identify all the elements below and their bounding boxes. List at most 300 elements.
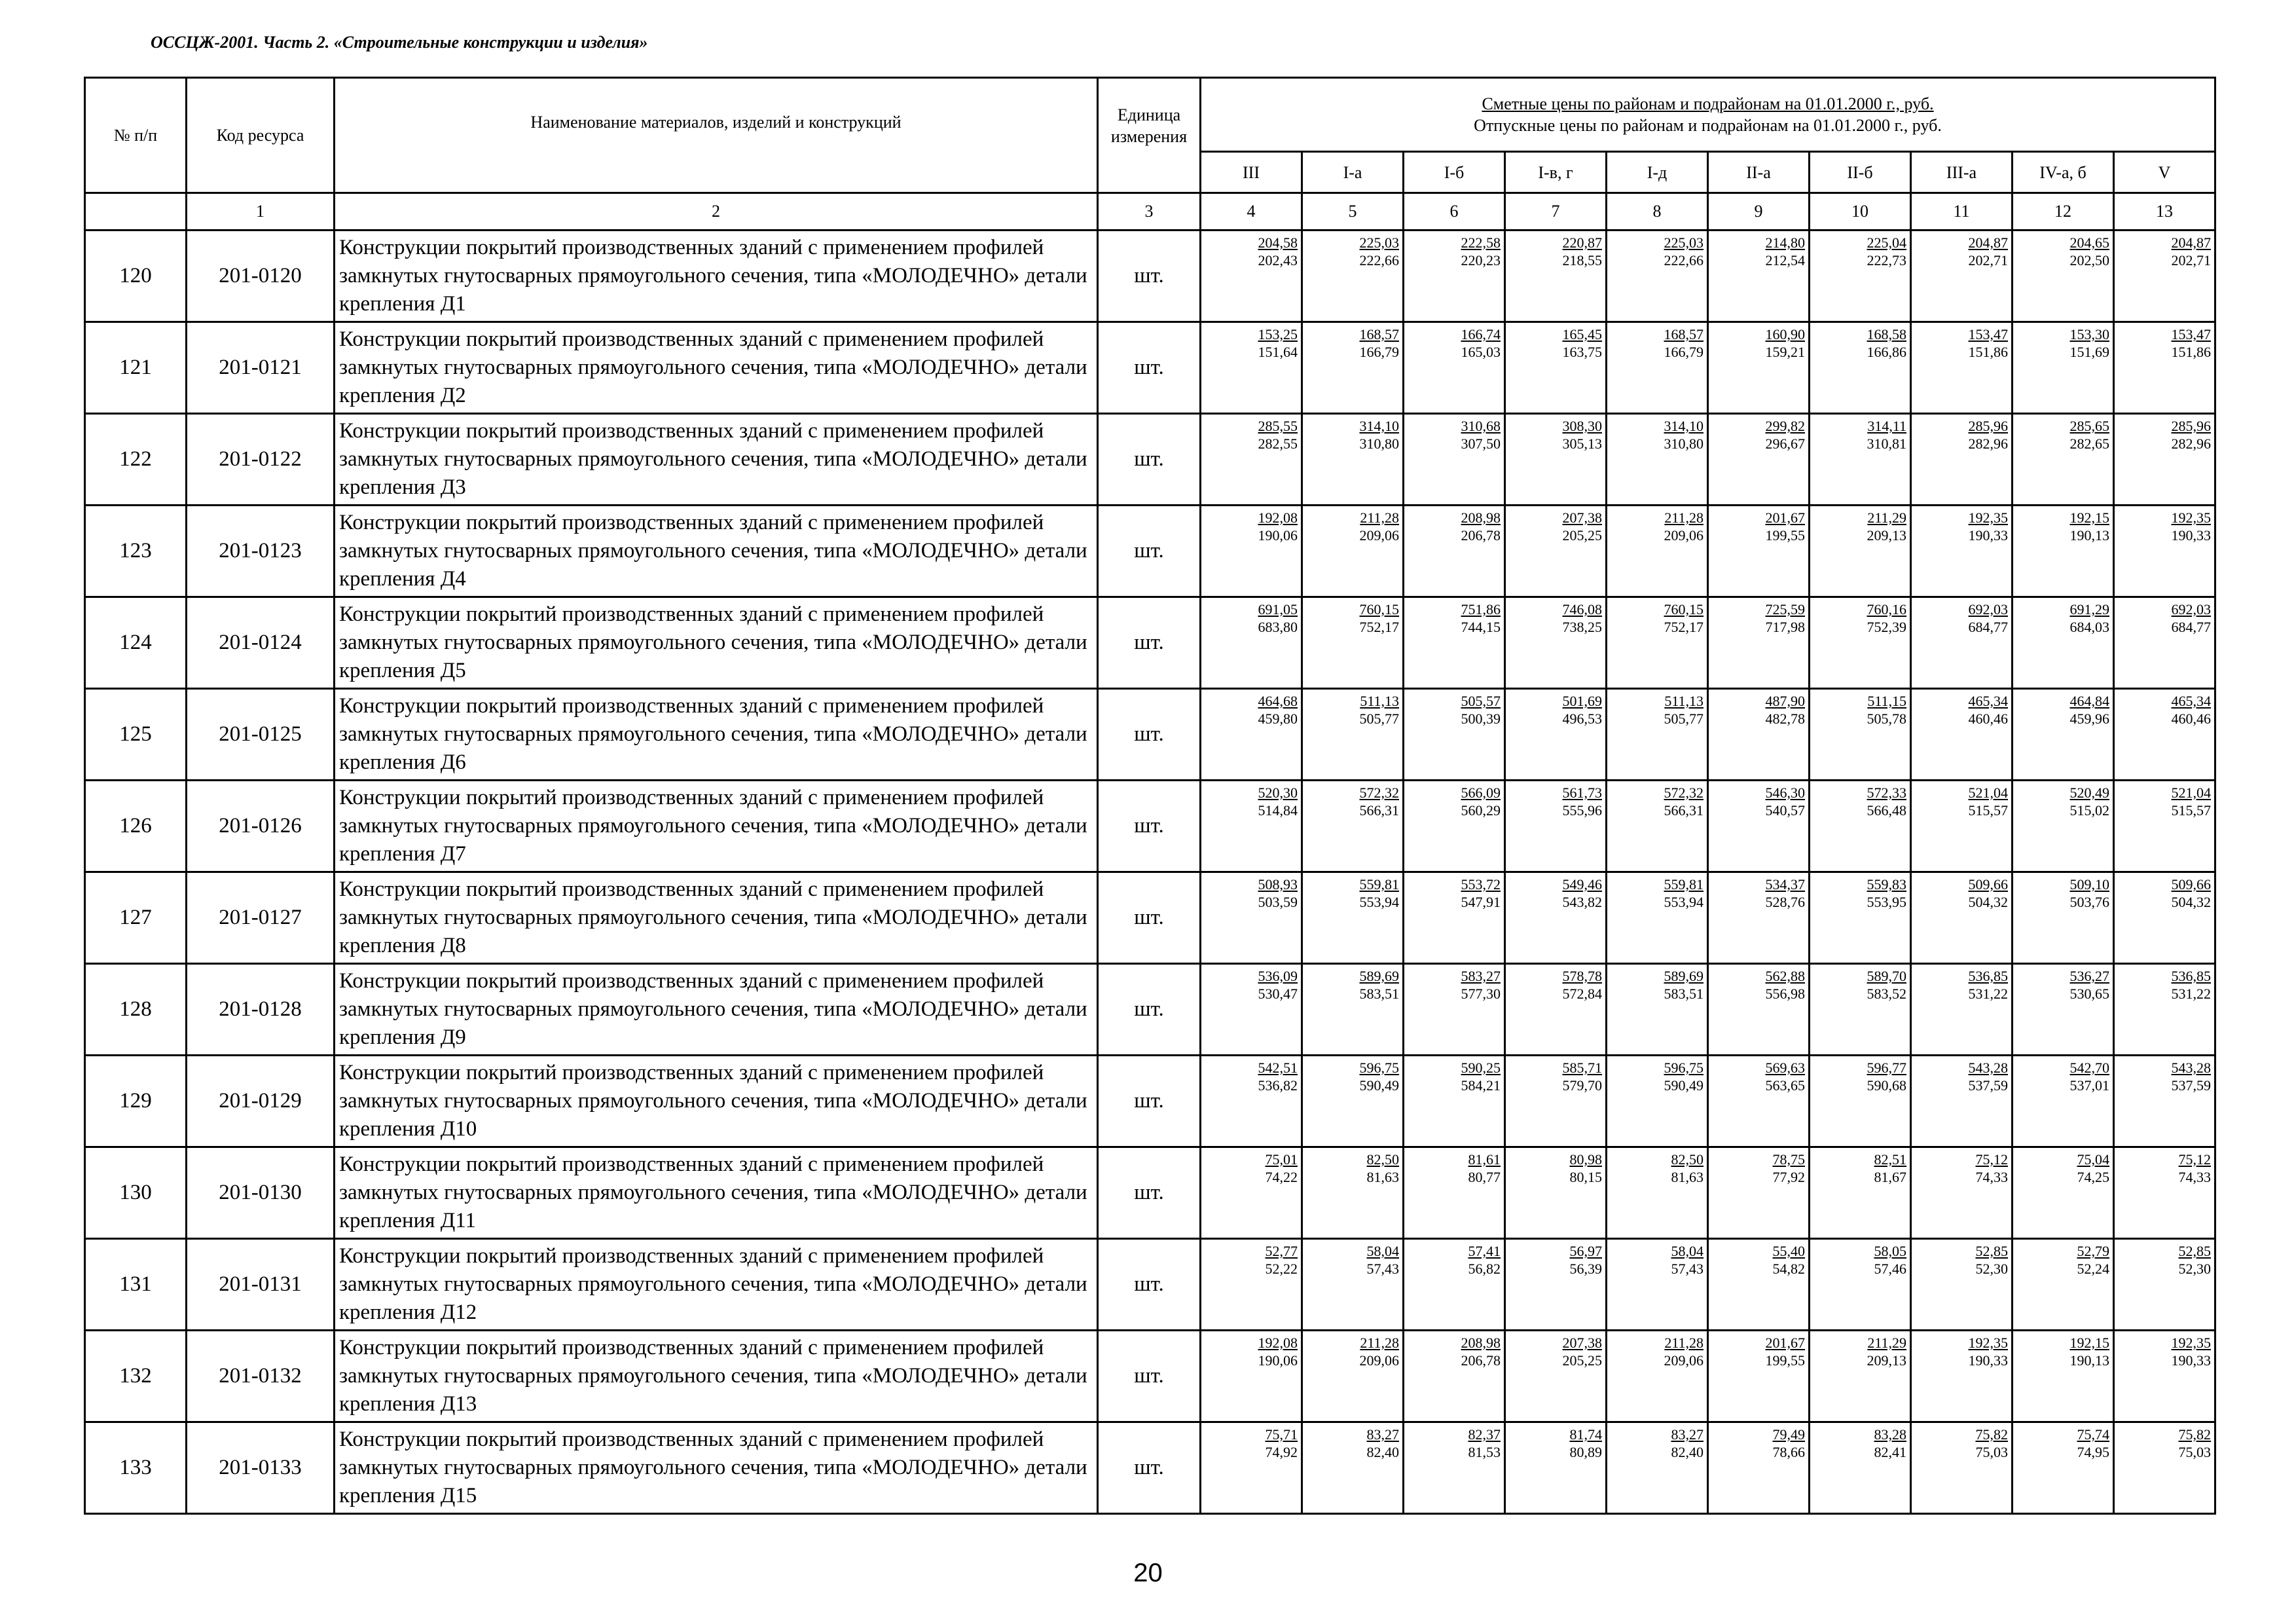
- estimate-price: 214,80: [1765, 234, 1805, 251]
- estimate-price: 82,51: [1874, 1151, 1906, 1168]
- column-number: 1: [187, 193, 335, 231]
- release-price: 190,33: [2171, 1352, 2212, 1369]
- price-cell: [1607, 1147, 1708, 1239]
- release-price: 310,80: [1664, 435, 1704, 452]
- row-number: 125: [85, 689, 187, 781]
- release-price: 82,40: [1671, 1444, 1704, 1460]
- resource-code: 201-0123: [187, 506, 335, 597]
- price-cell: [1302, 1147, 1404, 1239]
- estimate-price: 166,74: [1461, 326, 1501, 342]
- release-price: 505,77: [1359, 710, 1399, 727]
- release-price: 504,32: [2171, 894, 2212, 910]
- release-price: 209,06: [1359, 1352, 1399, 1369]
- estimate-price: 561,73: [1562, 784, 1602, 801]
- estimate-price: 501,69: [1562, 693, 1602, 709]
- item-name: Конструкции покрытий производственных зданий с применением профилей замкнутых гнутосварных прямоугольного сечения, типа «МОЛОДЕЧНО» детали крепления Д7: [335, 781, 1098, 872]
- estimate-price: 211,28: [1664, 509, 1704, 526]
- price-cell: [2013, 1239, 2114, 1331]
- price-cell: [1708, 1239, 1810, 1331]
- price-cell: [1911, 1331, 2013, 1422]
- estimate-price: 464,68: [1258, 693, 1298, 709]
- price-cell: [1302, 597, 1404, 689]
- estimate-price: 299,82: [1765, 418, 1805, 434]
- unit: шт.: [1098, 1422, 1201, 1514]
- release-price: 80,15: [1569, 1169, 1602, 1185]
- price-cell: [1302, 322, 1404, 414]
- release-price: 222,73: [1867, 252, 1906, 268]
- estimate-price: 464,84: [2069, 693, 2109, 709]
- release-price: 556,98: [1765, 986, 1805, 1002]
- price-cell: [2114, 964, 2215, 1056]
- item-name: Конструкции покрытий производственных зданий с применением профилей замкнутых гнутосварных прямоугольного сечения, типа «МОЛОДЕЧНО» детали крепления Д6: [335, 689, 1098, 781]
- row-number: 133: [85, 1422, 187, 1514]
- release-price: 202,71: [1968, 252, 2008, 268]
- estimate-price: 285,96: [1968, 418, 2008, 434]
- release-price: 572,84: [1562, 986, 1602, 1002]
- table-row: [85, 231, 2215, 322]
- estimate-price: 549,46: [1562, 876, 1602, 893]
- price-cell: [1201, 597, 1302, 689]
- price-cell: [1708, 1056, 1810, 1147]
- price-cell: [1708, 1422, 1810, 1514]
- price-cell: [1607, 689, 1708, 781]
- estimate-price: 521,04: [1968, 784, 2008, 801]
- estimate-price: 520,30: [1258, 784, 1298, 801]
- release-price: 752,17: [1359, 619, 1399, 635]
- row-number: 130: [85, 1147, 187, 1239]
- price-cell: [2114, 1147, 2215, 1239]
- unit: шт.: [1098, 1056, 1201, 1147]
- price-cell: [1607, 414, 1708, 506]
- header-unit: Единица измерения: [1098, 78, 1201, 193]
- table-row: [85, 964, 2215, 1056]
- release-price: 52,30: [1975, 1261, 2008, 1277]
- price-cell: [1911, 322, 2013, 414]
- resource-code: 201-0132: [187, 1331, 335, 1422]
- price-cell: [1201, 231, 1302, 322]
- release-price: 310,81: [1867, 435, 1906, 452]
- price-cell: [1708, 597, 1810, 689]
- estimate-price: 546,30: [1765, 784, 1805, 801]
- price-cell: [1607, 1331, 1708, 1422]
- estimate-price: 222,58: [1461, 234, 1501, 251]
- table-row: [85, 414, 2215, 506]
- estimate-price: 596,77: [1867, 1060, 1906, 1076]
- release-price: 220,23: [1461, 252, 1501, 268]
- price-cell: [1201, 322, 1302, 414]
- price-cell: [1911, 689, 2013, 781]
- unit: шт.: [1098, 1239, 1201, 1331]
- unit: шт.: [1098, 414, 1201, 506]
- table-row: [85, 1239, 2215, 1331]
- release-price: 56,82: [1468, 1261, 1501, 1277]
- release-price: 577,30: [1461, 986, 1501, 1002]
- unit: шт.: [1098, 322, 1201, 414]
- release-price: 81,63: [1671, 1169, 1704, 1185]
- estimate-price: 208,98: [1461, 1335, 1501, 1351]
- region-header: III-а: [1911, 152, 2013, 193]
- region-header: III: [1201, 152, 1302, 193]
- estimate-price: 566,09: [1461, 784, 1501, 801]
- estimate-price: 520,49: [2069, 784, 2109, 801]
- header-prices: [1201, 78, 2215, 152]
- price-cell: [2013, 322, 2114, 414]
- estimate-price: 590,25: [1461, 1060, 1501, 1076]
- estimate-price: 192,08: [1258, 509, 1298, 526]
- price-cell: [2114, 1331, 2215, 1422]
- item-name: Конструкции покрытий производственных зданий с применением профилей замкнутых гнутосварных прямоугольного сечения, типа «МОЛОДЕЧНО» детали крепления Д8: [335, 872, 1098, 964]
- price-cell: [1708, 872, 1810, 964]
- price-cell: [2013, 1422, 2114, 1514]
- header-prices-estimate: Сметные цены по районам и подрайонам на 01.01.2000 г., руб.: [1482, 94, 1934, 113]
- release-price: 496,53: [1562, 710, 1602, 727]
- price-cell: [2114, 1056, 2215, 1147]
- release-price: 209,06: [1664, 527, 1704, 544]
- estimate-price: 543,28: [2171, 1060, 2212, 1076]
- estimate-price: 192,35: [2171, 509, 2212, 526]
- resource-code: 201-0122: [187, 414, 335, 506]
- estimate-price: 505,57: [1461, 693, 1501, 709]
- column-number: 3: [1098, 193, 1201, 231]
- price-cell: [1810, 1147, 1911, 1239]
- price-cell: [1505, 1056, 1607, 1147]
- release-price: 202,43: [1258, 252, 1298, 268]
- price-cell: [1607, 506, 1708, 597]
- estimate-price: 536,85: [2171, 968, 2212, 984]
- price-cell: [1201, 872, 1302, 964]
- release-price: 209,06: [1664, 1352, 1704, 1369]
- estimate-price: 204,65: [2069, 234, 2109, 251]
- price-cell: [1302, 964, 1404, 1056]
- release-price: 80,89: [1569, 1444, 1602, 1460]
- release-price: 80,77: [1468, 1169, 1501, 1185]
- release-price: 684,77: [1968, 619, 2008, 635]
- price-cell: [1302, 1056, 1404, 1147]
- release-price: 566,31: [1664, 802, 1704, 819]
- release-price: 683,80: [1258, 619, 1298, 635]
- unit: шт.: [1098, 597, 1201, 689]
- estimate-price: 82,50: [1366, 1151, 1399, 1168]
- release-price: 52,24: [2077, 1261, 2109, 1277]
- price-cell: [1810, 1056, 1911, 1147]
- price-cell: [1302, 1331, 1404, 1422]
- estimate-price: 572,33: [1867, 784, 1906, 801]
- price-cell: [2013, 414, 2114, 506]
- estimate-price: 691,29: [2069, 601, 2109, 618]
- price-cell: [1708, 506, 1810, 597]
- release-price: 505,78: [1867, 710, 1906, 727]
- release-price: 206,78: [1461, 527, 1501, 544]
- estimate-price: 58,04: [1366, 1243, 1399, 1259]
- estimate-price: 285,65: [2069, 418, 2109, 434]
- price-cell: [1404, 1422, 1505, 1514]
- release-price: 163,75: [1562, 344, 1602, 360]
- price-cell: [1505, 414, 1607, 506]
- price-cell: [1404, 231, 1505, 322]
- price-cell: [1404, 506, 1505, 597]
- estimate-price: 572,32: [1664, 784, 1704, 801]
- item-name: Конструкции покрытий производственных зданий с применением профилей замкнутых гнутосварных прямоугольного сечения, типа «МОЛОДЕЧНО» детали крепления Д5: [335, 597, 1098, 689]
- price-cell: [2013, 964, 2114, 1056]
- estimate-price: 314,11: [1867, 418, 1906, 434]
- row-number: 128: [85, 964, 187, 1056]
- release-price: 752,39: [1867, 619, 1906, 635]
- estimate-price: 225,04: [1867, 234, 1906, 251]
- release-price: 460,46: [1968, 710, 2008, 727]
- row-number: 123: [85, 506, 187, 597]
- release-price: 82,41: [1874, 1444, 1906, 1460]
- price-cell: [2114, 597, 2215, 689]
- resource-code: 201-0126: [187, 781, 335, 872]
- price-cell: [1810, 1331, 1911, 1422]
- price-cell: [2114, 1422, 2215, 1514]
- release-price: 218,55: [1562, 252, 1602, 268]
- price-cell: [2114, 689, 2215, 781]
- resource-code: 201-0125: [187, 689, 335, 781]
- release-price: 52,30: [2178, 1261, 2212, 1277]
- unit: шт.: [1098, 964, 1201, 1056]
- release-price: 583,52: [1867, 986, 1906, 1002]
- price-cell: [1201, 781, 1302, 872]
- estimate-price: 207,38: [1562, 1335, 1602, 1351]
- price-cell: [1911, 964, 2013, 1056]
- estimate-price: 160,90: [1765, 326, 1805, 342]
- estimate-price: 80,98: [1569, 1151, 1602, 1168]
- price-cell: [1708, 964, 1810, 1056]
- estimate-price: 204,87: [1968, 234, 2008, 251]
- price-cell: [1201, 1422, 1302, 1514]
- release-price: 684,03: [2069, 619, 2109, 635]
- release-price: 81,67: [1874, 1169, 1906, 1185]
- price-cell: [1404, 322, 1505, 414]
- price-cell: [1607, 231, 1708, 322]
- estimate-price: 75,04: [2077, 1151, 2109, 1168]
- release-price: 159,21: [1765, 344, 1805, 360]
- estimate-price: 542,51: [1258, 1060, 1298, 1076]
- column-number: 5: [1302, 193, 1404, 231]
- estimate-price: 211,28: [1360, 1335, 1399, 1351]
- estimate-price: 81,61: [1468, 1151, 1501, 1168]
- estimate-price: 511,13: [1360, 693, 1399, 709]
- region-header: I-а: [1302, 152, 1404, 193]
- release-price: 590,49: [1664, 1077, 1704, 1094]
- release-price: 530,47: [1258, 986, 1298, 1002]
- estimate-price: 153,25: [1258, 326, 1298, 342]
- release-price: 166,79: [1359, 344, 1399, 360]
- estimate-price: 521,04: [2171, 784, 2212, 801]
- price-cell: [1810, 231, 1911, 322]
- table-row: [85, 781, 2215, 872]
- table-row: [85, 689, 2215, 781]
- release-price: 78,66: [1772, 1444, 1805, 1460]
- price-cell: [2114, 1239, 2215, 1331]
- estimate-price: 760,15: [1359, 601, 1399, 618]
- estimate-price: 487,90: [1765, 693, 1805, 709]
- price-cell: [1607, 781, 1708, 872]
- release-price: 74,95: [2077, 1444, 2109, 1460]
- release-price: 482,78: [1765, 710, 1805, 727]
- release-price: 151,86: [1968, 344, 2008, 360]
- estimate-price: 536,27: [2069, 968, 2109, 984]
- release-price: 555,96: [1562, 802, 1602, 819]
- estimate-price: 168,57: [1664, 326, 1704, 342]
- row-number: 126: [85, 781, 187, 872]
- estimate-price: 208,98: [1461, 509, 1501, 526]
- header-num: № п/п: [85, 78, 187, 193]
- release-price: 205,25: [1562, 527, 1602, 544]
- release-price: 514,84: [1258, 802, 1298, 819]
- release-price: 282,96: [2171, 435, 2212, 452]
- release-price: 560,29: [1461, 802, 1501, 819]
- item-name: Конструкции покрытий производственных зданий с применением профилей замкнутых гнутосварных прямоугольного сечения, типа «МОЛОДЕЧНО» детали крепления Д2: [335, 322, 1098, 414]
- estimate-price: 153,47: [2171, 326, 2212, 342]
- price-cell: [1505, 964, 1607, 1056]
- estimate-price: 596,75: [1359, 1060, 1399, 1076]
- price-cell: [1607, 597, 1708, 689]
- estimate-price: 569,63: [1765, 1060, 1805, 1076]
- release-price: 82,40: [1366, 1444, 1399, 1460]
- release-price: 74,25: [2077, 1169, 2109, 1185]
- region-header: II-б: [1810, 152, 1911, 193]
- estimate-price: 75,82: [1975, 1426, 2008, 1443]
- estimate-price: 165,45: [1562, 326, 1602, 342]
- row-number: 132: [85, 1331, 187, 1422]
- release-price: 537,59: [2171, 1077, 2212, 1094]
- release-price: 212,54: [1765, 252, 1805, 268]
- release-price: 282,65: [2069, 435, 2109, 452]
- release-price: 54,82: [1772, 1261, 1805, 1277]
- estimate-price: 204,87: [2171, 234, 2212, 251]
- unit: шт.: [1098, 1331, 1201, 1422]
- estimate-price: 225,03: [1359, 234, 1399, 251]
- price-cell: [1810, 506, 1911, 597]
- release-price: 537,01: [2069, 1077, 2109, 1094]
- table-row: [85, 1056, 2215, 1147]
- release-price: 74,33: [1975, 1169, 2008, 1185]
- item-name: Конструкции покрытий производственных зданий с применением профилей замкнутых гнутосварных прямоугольного сечения, типа «МОЛОДЕЧНО» детали крепления Д1: [335, 231, 1098, 322]
- column-number: 13: [2114, 193, 2215, 231]
- column-number-blank: [85, 193, 187, 231]
- estimate-price: 192,35: [1968, 509, 2008, 526]
- release-price: 566,48: [1867, 802, 1906, 819]
- release-price: 56,39: [1569, 1261, 1602, 1277]
- price-cell: [2013, 506, 2114, 597]
- table-row: [85, 1422, 2215, 1514]
- estimate-price: 82,37: [1468, 1426, 1501, 1443]
- estimate-price: 192,35: [2171, 1335, 2212, 1351]
- estimate-price: 81,74: [1569, 1426, 1602, 1443]
- estimate-price: 285,55: [1258, 418, 1298, 434]
- release-price: 151,64: [1258, 344, 1298, 360]
- release-price: 531,22: [2171, 986, 2212, 1002]
- unit: шт.: [1098, 1147, 1201, 1239]
- release-price: 503,59: [1258, 894, 1298, 910]
- release-price: 584,21: [1461, 1077, 1501, 1094]
- estimate-price: 168,57: [1359, 326, 1399, 342]
- release-price: 202,50: [2069, 252, 2109, 268]
- estimate-price: 55,40: [1772, 1243, 1805, 1259]
- estimate-price: 542,70: [2069, 1060, 2109, 1076]
- release-price: 190,06: [1258, 527, 1298, 544]
- estimate-price: 559,81: [1359, 876, 1399, 893]
- price-cell: [1911, 506, 2013, 597]
- release-price: 543,82: [1562, 894, 1602, 910]
- release-price: 77,92: [1772, 1169, 1805, 1185]
- release-price: 590,68: [1867, 1077, 1906, 1094]
- price-cell: [1911, 1056, 2013, 1147]
- release-price: 190,33: [1968, 527, 2008, 544]
- estimate-price: 211,28: [1360, 509, 1399, 526]
- price-cell: [1201, 506, 1302, 597]
- row-number: 122: [85, 414, 187, 506]
- price-cell: [2114, 322, 2215, 414]
- price-cell: [2013, 1056, 2114, 1147]
- region-header: I-б: [1404, 152, 1505, 193]
- estimate-price: 58,04: [1671, 1243, 1704, 1259]
- header-prices-release: Отпускные цены по районам и подрайонам на 01.01.2000 г., руб.: [1474, 116, 1942, 135]
- price-cell: [2013, 781, 2114, 872]
- release-price: 503,76: [2069, 894, 2109, 910]
- price-cell: [1810, 689, 1911, 781]
- estimate-price: 79,49: [1772, 1426, 1805, 1443]
- price-cell: [1404, 964, 1505, 1056]
- price-cell: [1302, 1239, 1404, 1331]
- price-cell: [1302, 506, 1404, 597]
- estimate-price: 511,15: [1867, 693, 1906, 709]
- estimate-price: 725,59: [1765, 601, 1805, 618]
- price-cell: [1505, 1147, 1607, 1239]
- estimate-price: 314,10: [1359, 418, 1399, 434]
- estimate-price: 153,30: [2069, 326, 2109, 342]
- price-cell: [1505, 872, 1607, 964]
- row-number: 131: [85, 1239, 187, 1331]
- price-cell: [1404, 1056, 1505, 1147]
- price-cell: [1505, 1331, 1607, 1422]
- release-price: 500,39: [1461, 710, 1501, 727]
- item-name: Конструкции покрытий производственных зданий с применением профилей замкнутых гнутосварных прямоугольного сечения, типа «МОЛОДЕЧНО» детали крепления Д10: [335, 1056, 1098, 1147]
- release-price: 515,57: [1968, 802, 2008, 819]
- price-cell: [1505, 597, 1607, 689]
- estimate-price: 583,27: [1461, 968, 1501, 984]
- price-cell: [1302, 414, 1404, 506]
- resource-code: 201-0129: [187, 1056, 335, 1147]
- price-cell: [1201, 414, 1302, 506]
- estimate-price: 746,08: [1562, 601, 1602, 618]
- release-price: 684,77: [2171, 619, 2212, 635]
- resource-code: 201-0130: [187, 1147, 335, 1239]
- row-number: 121: [85, 322, 187, 414]
- price-cell: [1911, 1239, 2013, 1331]
- estimate-price: 75,71: [1265, 1426, 1298, 1443]
- price-cell: [1302, 231, 1404, 322]
- region-header: I-д: [1607, 152, 1708, 193]
- estimate-price: 511,13: [1664, 693, 1704, 709]
- estimate-price: 585,71: [1562, 1060, 1602, 1076]
- column-number: 2: [335, 193, 1098, 231]
- estimate-price: 192,35: [1968, 1335, 2008, 1351]
- price-cell: [1708, 1147, 1810, 1239]
- estimate-price: 153,47: [1968, 326, 2008, 342]
- release-price: 209,13: [1867, 527, 1906, 544]
- release-price: 81,53: [1468, 1444, 1501, 1460]
- estimate-price: 465,34: [2171, 693, 2212, 709]
- estimate-price: 572,32: [1359, 784, 1399, 801]
- release-price: 504,32: [1968, 894, 2008, 910]
- estimate-price: 75,82: [2178, 1426, 2212, 1443]
- price-cell: [1302, 689, 1404, 781]
- price-cell: [2114, 231, 2215, 322]
- release-price: 209,13: [1867, 1352, 1906, 1369]
